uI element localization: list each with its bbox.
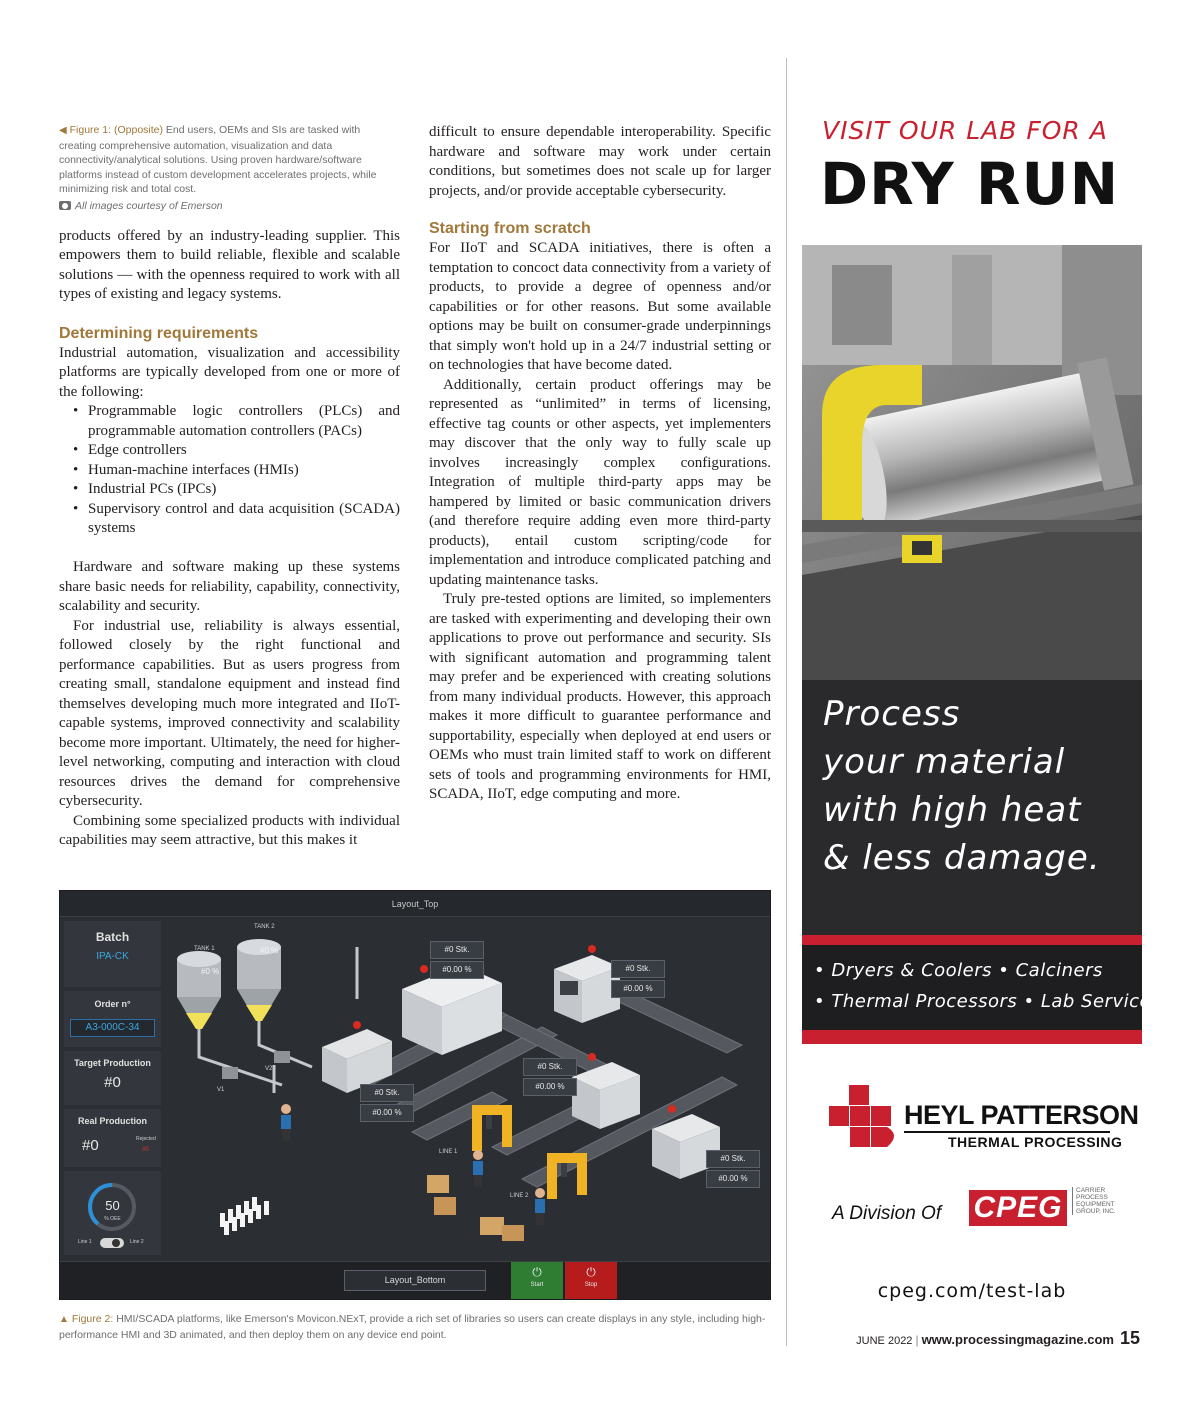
stop-label: Stop <box>584 1282 598 1288</box>
figure2-caption-text: HMI/SCADA platforms, like Emerson's Movicon.NExT, provide a rich set of libraries so users can create displays in any style, including high-performance HMI and 3D animated, and then deploy them on any device end point. <box>59 1313 766 1341</box>
triangle-left-icon: ◀ <box>59 125 67 136</box>
hmi-bottom-bar <box>60 1261 770 1300</box>
stock-readout: #0 Stk. <box>706 1150 760 1168</box>
company-subtitle: THERMAL PROCESSING <box>948 1134 1123 1150</box>
page-number: 15 <box>1119 1328 1140 1348</box>
list-item: • Industrial PCs (IPCs) <box>73 480 400 500</box>
page-footer <box>760 1328 1140 1349</box>
target-panel <box>64 1051 161 1105</box>
col2-paragraph: Truly pre-tested options are limited, so implementers are tasked with experimenting and developing their own applications to prove out performance and security. SIs with significant automation and programming talent may prefer and be experienced with creating solutions from many individual products. However, this approach makes it more difficult to guarantee performance and supportability, especially when deployed at end users or OEMs who must train limited staff to work on different sets of tools and programming environments for HMI, SCADA, IIoT, edge computing and more. <box>429 591 771 802</box>
list-item: • Edge controllers <box>73 441 400 461</box>
cpeg-logo: CPEG <box>969 1190 1067 1226</box>
power-icon: ⏻ <box>532 1265 542 1279</box>
real-label: Real Production <box>77 1116 147 1126</box>
col1-paragraph: Combining some specialized products with individual capabilities may seem attractive, but this makes it <box>59 812 400 848</box>
tank-1 <box>177 951 221 1029</box>
rejected-value: #0 <box>142 1147 149 1153</box>
ad-red-band <box>802 1030 1142 1044</box>
line-toggle[interactable] <box>100 1238 124 1248</box>
section-heading-requirements: Determining requirements <box>59 324 259 342</box>
stop-button[interactable] <box>565 1262 617 1300</box>
start-label: Start <box>530 1282 544 1288</box>
ad-url-link[interactable]: cpeg.com/test-lab <box>877 1280 1067 1302</box>
figure1-label: Figure 1: (Opposite) <box>69 124 163 136</box>
tank2-value: #0 % <box>260 946 279 955</box>
start-button[interactable] <box>511 1262 563 1300</box>
ad-services-row: • Thermal Processors • Lab Service <box>814 991 1152 1012</box>
operator <box>535 1188 545 1225</box>
col1-paragraph: Hardware and software making up these systems share basic needs for reliability, capability, connectivity, scalability and security. <box>59 559 400 614</box>
tank1-label: TANK 1 <box>194 946 215 952</box>
col1-paragraph: Industrial automation, visualization and accessibility platforms are typically developed from one or more of the following: <box>59 344 400 400</box>
percent-readout: #0.00 % <box>611 980 665 998</box>
triangle-up-icon: ▲ <box>59 1314 69 1325</box>
target-label: Target Production <box>74 1058 151 1068</box>
camera-icon <box>59 201 71 210</box>
percent-readout: #0.00 % <box>523 1078 577 1096</box>
operator <box>473 1150 483 1187</box>
ad-dry-run-headline: DRY RUN <box>820 150 1120 218</box>
power-icon: ⏻ <box>586 1265 596 1279</box>
real-value: #0 <box>82 1137 99 1154</box>
real-panel <box>64 1109 161 1167</box>
logo-rule <box>904 1131 1110 1133</box>
col2-paragraph: For IIoT and SCADA initiatives, there is often a temptation to concoct data connectivity from a variety of products, to provide a degree of openness and/or capabilities or for other reasons. But some available options may be built on consumer-grade underpinnings that simply won't hold up in a 24/7 industrial setting or on technologies that have become dated. <box>429 240 771 373</box>
rejected-label: Rejected <box>136 1136 156 1142</box>
pipe <box>199 1029 282 1085</box>
text-column-1 <box>59 123 400 851</box>
col1-body <box>59 227 400 851</box>
ad-process-tagline: Process your material with high heat & less damage. <box>823 694 1101 878</box>
stock-readout: #0 Stk. <box>360 1084 414 1102</box>
figure1-caption-text: End users, OEMs and SIs are tasked with creating comprehensive automation, visualization and data connectivity/analytical solutions. Using proven hardware/software platforms instead of custom development accelerates projects, while minimizing risk and total cost. <box>59 124 377 195</box>
oee-value: 50 <box>105 1198 120 1213</box>
valve-v2 <box>274 1051 290 1063</box>
col2-paragraph: Additionally, certain product offerings may be represented as “unlimited” in terms of licensing, effective tag counts or other aspects, yet implementers may discover that the only way to fully scale up involves increasingly complex configurations. Integration of multiple third-party apps may be hampered by limited or basic communication drivers (and therefore require adding even more third-party products), entail custom scripting/code for implementation and introduce complicated patching and updating maintenance tasks. <box>429 376 771 588</box>
heyl-patterson-ad <box>802 90 1152 1346</box>
figure2-label: Figure 2: <box>71 1313 114 1325</box>
order-label: Order n° <box>94 999 131 1009</box>
toggle-knob <box>112 1239 120 1247</box>
footer-separator: | <box>915 1333 919 1347</box>
cpeg-full-name: CARRIER PROCESS EQUIPMENT GROUP, INC. <box>1072 1187 1116 1215</box>
list-item: • Human-machine interfaces (HMIs) <box>73 461 400 481</box>
filling-machine <box>322 1021 392 1093</box>
requirements-list <box>73 402 400 539</box>
list-item: • Programmable logic controllers (PLCs) and programmable automation controllers (PACs) <box>73 402 400 441</box>
image-credit <box>59 200 400 212</box>
text-column-2 <box>429 123 771 805</box>
list-item: • Supervisory control and data acquisition (SCADA) systems <box>73 500 400 539</box>
col1-paragraph: For industrial use, reliability is always essential, followed closely by the right functional and performance capabilities. But as users progress from creating small, standalone equipment and instead find themselves developing much more integrated and IIoT-capable systems, improved connectivity and scalability become more important. Ultimately, the need for higher-level networking, computing and interaction with cloud resources drives the demand for comprehensive cybersecurity. <box>59 617 400 809</box>
layout-bottom-button[interactable]: Layout_Bottom <box>344 1270 486 1291</box>
ad-services-panel <box>802 945 1142 1030</box>
target-value: #0 <box>104 1074 121 1091</box>
valve-v1 <box>222 1067 238 1079</box>
division-of-text: A Division Of <box>832 1203 942 1224</box>
tank2-label: TANK 2 <box>254 924 275 930</box>
issue-date: JUNE 2022 <box>856 1335 913 1347</box>
figure1-caption <box>59 123 400 197</box>
tank1-value: #0 % <box>201 967 220 976</box>
ad-visit-headline: VISIT OUR LAB FOR A <box>822 116 1108 145</box>
robot-arm-line-1 <box>472 1105 512 1151</box>
ad-red-band <box>802 935 1142 945</box>
stock-readout: #0 Stk. <box>430 941 484 959</box>
hmi-screenshot <box>59 890 771 1300</box>
ad-services-row: • Dryers & Coolers • Calciners <box>814 960 1103 981</box>
column-divider <box>786 58 787 1346</box>
company-name: HEYL PATTERSON <box>904 1100 1139 1130</box>
line2-switch-label: Line 2 <box>130 1239 144 1245</box>
order-value: A3-000C-34 <box>70 1019 155 1037</box>
oee-label: % OEE <box>104 1216 121 1222</box>
operator <box>281 1104 291 1141</box>
section-heading-scratch: Starting from scratch <box>429 220 591 237</box>
heyl-patterson-logo-icon <box>829 1085 901 1147</box>
valve-v2-label: V2 <box>265 1066 273 1072</box>
image-credit-text: All images courtesy of Emerson <box>75 199 223 212</box>
col1-paragraph: products offered by an industry-leading supplier. This empowers them to build reliable, flexible and scalable solutions — with the openness required to work with all types of existing and legacy systems. <box>59 227 400 302</box>
figure2-caption <box>59 1312 771 1342</box>
percent-readout: #0.00 % <box>360 1104 414 1122</box>
percent-readout: #0.00 % <box>430 961 484 979</box>
bottle-group <box>220 1197 269 1235</box>
robot-arm-line-2 <box>547 1153 587 1199</box>
line2-tag: LINE 2 <box>510 1193 529 1199</box>
hmi-window-title: Layout_Top <box>60 891 770 917</box>
order-panel <box>64 991 161 1047</box>
col2-paragraph: difficult to ensure dependable interoperability. Specific hardware and software may work under certain conditions, but sometimes does not scale up for larger projects, and/or provide acceptable cybersecurity. <box>429 124 771 199</box>
percent-readout: #0.00 % <box>706 1170 760 1188</box>
stock-readout: #0 Stk. <box>611 960 665 978</box>
stock-readout: #0 Stk. <box>523 1058 577 1076</box>
ad-machine-photo <box>802 245 1142 695</box>
valve-v1-label: V1 <box>217 1087 225 1093</box>
line1-switch-label: Line 1 <box>78 1239 92 1245</box>
batch-value: IPA-CK <box>96 951 129 962</box>
magazine-website-link[interactable]: www.processingmagazine.com <box>921 1332 1114 1347</box>
line1-tag: LINE 1 <box>439 1149 458 1155</box>
batch-label: Batch <box>95 930 130 944</box>
col2-body <box>429 123 771 805</box>
batch-panel <box>64 921 161 987</box>
oee-panel <box>64 1171 161 1255</box>
